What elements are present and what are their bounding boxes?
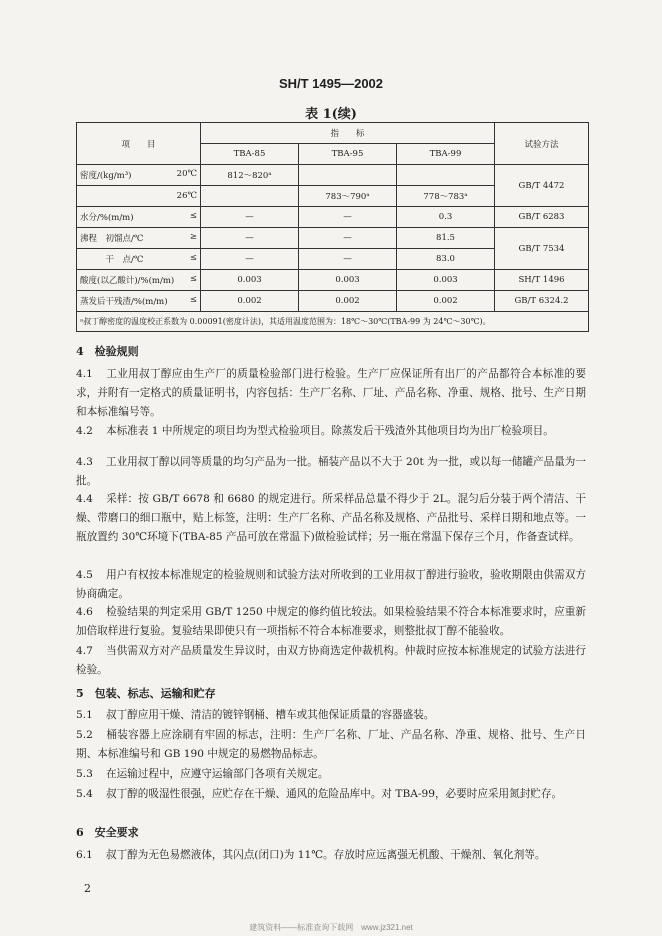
clause-number: 5.2 <box>76 729 93 741</box>
clause-number: 4.2 <box>76 425 93 437</box>
table-row <box>77 207 589 228</box>
clause-number: 5.1 <box>76 709 93 721</box>
cell-tba99: 0.3 <box>397 207 495 228</box>
cell-tba95: — <box>299 207 397 228</box>
cell-method: SH/T 1496 <box>495 270 589 291</box>
section-4-heading: 4 检验规则 <box>76 345 139 358</box>
specification-table <box>76 122 589 332</box>
cell-tba99 <box>397 165 495 186</box>
clause-text: 在运输过程中，应遵守运输部门各项有关规定。 <box>106 768 329 780</box>
clause-number: 4.6 <box>76 606 93 618</box>
clause-text: 叔丁醇为无色易燃液体，其闪点(闭口)为 11℃。存放时应远离强无机酸、干燥剂、氧化剂等。 <box>106 849 546 861</box>
clause-text: 采样：按 GB/T 6678 和 6680 的规定进行。所采样品总量不得少于 2L。混匀后分装于两个清洁、干燥、带磨口的细口瓶中，贴上标签，注明：生产厂名称、产品名称及规格、产品批号、采样日期和地点等。一瓶放置约 30℃环境下(TBA-85 产品可放在常温下)做检验试样；另一瓶在常温下保存三个月，作备查试样。 <box>76 493 586 543</box>
row-condition: ≤ <box>189 274 197 284</box>
table-note-row <box>77 312 589 332</box>
row-label: 密度/(kg/m³) <box>80 171 132 181</box>
clause-number: 4.1 <box>76 368 93 380</box>
row-label: 蒸发后干残渣/%(m/m) <box>80 297 168 307</box>
header-item: 项 目 <box>77 123 201 165</box>
row-condition: ≤ <box>189 211 197 221</box>
cell-tba85 <box>201 186 299 207</box>
clause-text: 工业用叔丁醇以同等质量的均匀产品为一批。桶装产品以不大于 20t 为一批，或以每一储罐产品量为一批。 <box>76 456 586 487</box>
cell-tba99: 0.002 <box>397 291 495 312</box>
cell-tba85: — <box>201 228 299 249</box>
row-label: 沸程 初馏点/℃ <box>80 234 144 244</box>
table-header-row <box>77 123 589 144</box>
table-row <box>77 291 589 312</box>
cell-tba95: — <box>299 228 397 249</box>
clause-4-3 <box>76 453 586 491</box>
header-indicator: 指 标 <box>201 123 495 144</box>
clause-4-5 <box>76 566 586 604</box>
row-condition: 26℃ <box>77 186 201 207</box>
clause-text: 用户有权按本标准规定的检验规则和试验方法对所收到的工业用叔丁醇进行验收，验收期限由供需双方协商确定。 <box>76 569 586 600</box>
cell-tba95: — <box>299 249 397 270</box>
table-row <box>77 270 589 291</box>
grade-tba99: TBA-99 <box>397 144 495 165</box>
cell-tba85: 0.002 <box>201 291 299 312</box>
header-method: 试验方法 <box>495 123 589 165</box>
cell-tba85: 812～820ᵃ <box>201 165 299 186</box>
table-footnote: ᵃ叔丁醇密度的温度校正系数为 0.00091(密度计法)，其适用温度范围为：18℃～30℃(TBA-99 为 24℃～30℃)。 <box>77 312 589 332</box>
clause-text: 工业用叔丁醇应由生产厂的质量检验部门进行检验。生产厂应保证所有出厂的产品都符合本标准的要求，并附有一定格式的质量证明书，内容包括：生产厂名称、厂址、产品名称、净重、规格、批号、生产日期和本标准编号等。 <box>76 368 586 418</box>
grade-tba95: TBA-95 <box>299 144 397 165</box>
cell-tba95: 783～790ᵃ <box>299 186 397 207</box>
section-5-heading: 5 包装、标志、运输和贮存 <box>76 687 216 700</box>
clause-number: 4.3 <box>76 456 93 468</box>
cell-method: GB/T 7534 <box>495 228 589 270</box>
cell-tba85: — <box>201 249 299 270</box>
row-condition: ≤ <box>189 295 197 305</box>
cell-tba99: 0.003 <box>397 270 495 291</box>
clause-text: 本标准表 1 中所规定的项目均为型式检验项目。除蒸发后干残渣外其他项目均为出厂检验项目。 <box>106 425 554 437</box>
page-number: 2 <box>84 882 91 895</box>
clause-4-2 <box>76 422 586 441</box>
row-condition: ≤ <box>189 253 197 263</box>
row-condition: ≥ <box>189 232 197 242</box>
clause-4-4 <box>76 490 586 547</box>
clause-text: 当供需双方对产品质量发生异议时，由双方协商选定仲裁机构。仲裁时应按本标准规定的试验方法进行检验。 <box>76 645 586 676</box>
clause-4-6 <box>76 603 586 641</box>
clause-number: 4.7 <box>76 645 93 657</box>
clause-number: 4.4 <box>76 493 93 505</box>
clause-5-3 <box>76 765 586 784</box>
clause-number: 4.5 <box>76 569 93 581</box>
cell-tba85: 0.003 <box>201 270 299 291</box>
clause-5-1 <box>76 706 586 725</box>
cell-method: GB/T 6324.2 <box>495 291 589 312</box>
table-row <box>77 228 589 249</box>
clause-4-7 <box>76 642 586 680</box>
clause-number: 6.1 <box>76 849 93 861</box>
cell-tba95 <box>299 165 397 186</box>
standard-code-header: SH/T 1495—2002 <box>278 76 384 91</box>
cell-method: GB/T 4472 <box>495 165 589 207</box>
cell-tba99: 83.0 <box>397 249 495 270</box>
clause-number: 5.4 <box>76 788 93 800</box>
cell-tba95: 0.002 <box>299 291 397 312</box>
row-label: 酸度(以乙酸计)/%(m/m) <box>80 276 175 286</box>
row-condition: 20℃ <box>176 169 197 179</box>
cell-tba95: 0.003 <box>299 270 397 291</box>
cell-method: GB/T 6283 <box>495 207 589 228</box>
row-label: 干 点/℃ <box>80 255 144 265</box>
row-label: 水分/%(m/m) <box>80 213 134 223</box>
clause-5-4 <box>76 785 586 804</box>
footer-watermark: 建筑资料——标准查询下载网 www.jz321.net <box>249 923 413 932</box>
table-row <box>77 165 589 186</box>
cell-tba85: — <box>201 207 299 228</box>
cell-tba99: 778～783ᵃ <box>397 186 495 207</box>
clause-text: 叔丁醇的吸湿性很强，应贮存在干燥、通风的危险品库中。对 TBA-99，必要时应采用氮封贮存。 <box>106 788 563 800</box>
clause-number: 5.3 <box>76 768 93 780</box>
clause-5-2 <box>76 726 586 764</box>
clause-text: 检验结果的判定采用 GB/T 1250 中规定的修约值比较法。如果检验结果不符合本标准要求时，应重新加倍取样进行复验。复验结果即使只有一项指标不符合本标准要求，则整批叔丁醇不能验收。 <box>76 606 586 637</box>
cell-tba99: 81.5 <box>397 228 495 249</box>
grade-tba85: TBA-85 <box>201 144 299 165</box>
clause-6-1 <box>76 846 586 865</box>
clause-text: 叔丁醇应用干燥、清洁的镀锌钢桶、槽车或其他保证质量的容器盛装。 <box>106 709 435 721</box>
table-title: 表 1(续) <box>305 107 357 122</box>
clause-text: 桶装容器上应涂刷有牢固的标志，注明：生产厂名称、厂址、产品名称、净重、规格、批号、生产日期、本标准编号和 GB 190 中规定的易燃物品标志。 <box>76 729 586 760</box>
section-6-heading: 6 安全要求 <box>76 826 139 839</box>
clause-4-1 <box>76 365 586 422</box>
